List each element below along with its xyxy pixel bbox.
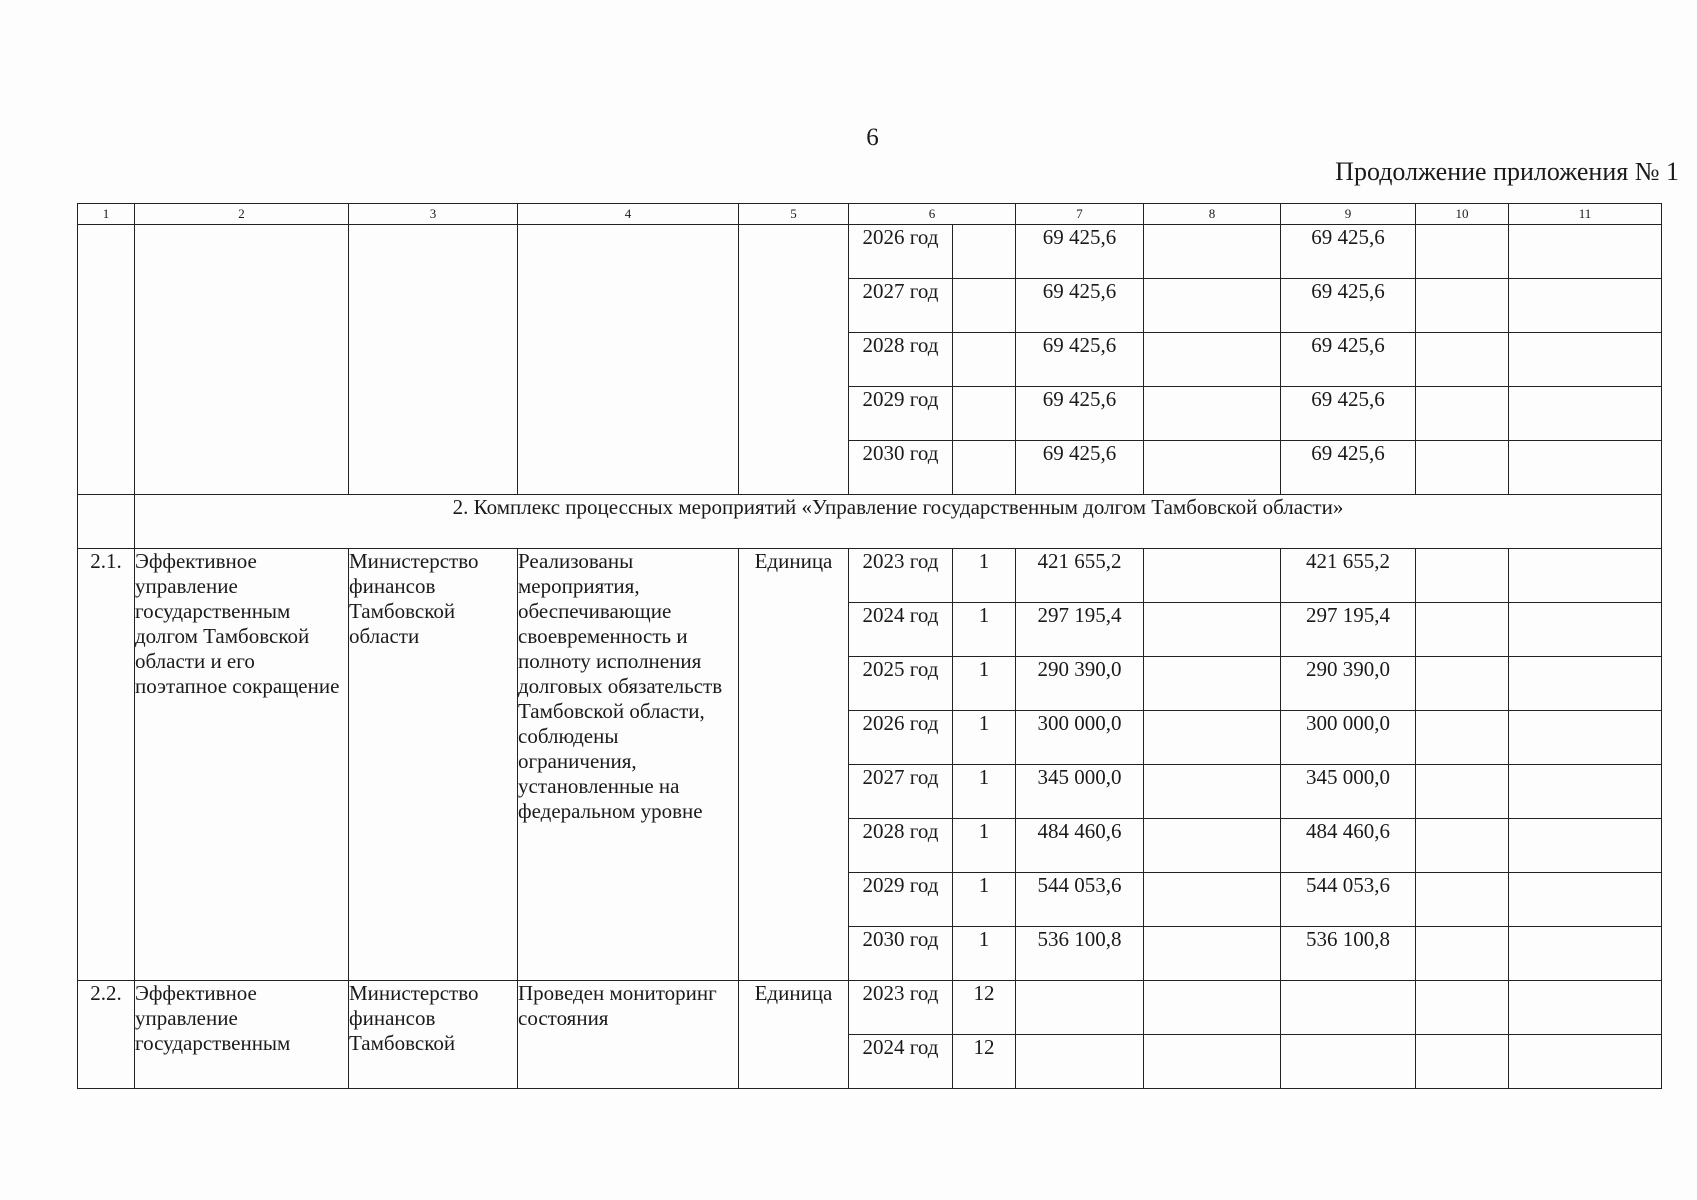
empty-cell — [1416, 819, 1509, 873]
empty-cell — [1144, 225, 1281, 279]
amount-cell: 297 195,4 — [1016, 603, 1144, 657]
empty-cell — [1144, 387, 1281, 441]
amount-cell: 69 425,6 — [1281, 279, 1416, 333]
amount-cell: 536 100,8 — [1281, 927, 1416, 981]
amount-cell: 536 100,8 — [1016, 927, 1144, 981]
amount-cell: 69 425,6 — [1281, 387, 1416, 441]
empty-cell — [1416, 873, 1509, 927]
empty-cell — [1416, 387, 1509, 441]
empty-cell — [349, 225, 518, 495]
amount-cell: 69 425,6 — [1016, 333, 1144, 387]
column-number: 7 — [1016, 204, 1144, 225]
amount-cell: 300 000,0 — [1281, 711, 1416, 765]
year-cell: 2029 год — [849, 873, 953, 927]
empty-cell — [78, 495, 135, 549]
quantity-cell: 12 — [953, 981, 1016, 1035]
quantity-cell: 1 — [953, 603, 1016, 657]
empty-cell — [1016, 981, 1144, 1035]
year-cell: 2030 год — [849, 441, 953, 495]
empty-cell — [1509, 981, 1662, 1035]
empty-cell — [953, 387, 1016, 441]
column-number: 1 — [78, 204, 135, 225]
amount-cell: 69 425,6 — [1281, 441, 1416, 495]
year-cell: 2025 год — [849, 657, 953, 711]
column-number: 3 — [349, 204, 518, 225]
empty-cell — [1144, 333, 1281, 387]
column-number-row — [78, 204, 1662, 225]
empty-cell — [953, 441, 1016, 495]
year-cell: 2030 год — [849, 927, 953, 981]
amount-cell: 544 053,6 — [1016, 873, 1144, 927]
column-number: 5 — [739, 204, 849, 225]
empty-cell — [1416, 603, 1509, 657]
empty-cell — [739, 225, 849, 495]
empty-cell — [1144, 765, 1281, 819]
quantity-cell: 1 — [953, 927, 1016, 981]
empty-cell — [1281, 1035, 1416, 1089]
item-executor: Министерство финансов Тамбовской области — [349, 549, 518, 981]
year-cell: 2024 год — [849, 603, 953, 657]
empty-cell — [1416, 333, 1509, 387]
year-cell: 2026 год — [849, 225, 953, 279]
item-unit: Единица — [739, 549, 849, 981]
amount-cell: 69 425,6 — [1016, 225, 1144, 279]
empty-cell — [1509, 1035, 1662, 1089]
empty-cell — [1144, 657, 1281, 711]
empty-cell — [78, 225, 135, 495]
year-cell: 2023 год — [849, 549, 953, 603]
empty-cell — [1144, 927, 1281, 981]
empty-cell — [1509, 873, 1662, 927]
year-cell: 2028 год — [849, 819, 953, 873]
column-number: 8 — [1144, 204, 1281, 225]
empty-cell — [1509, 441, 1662, 495]
amount-cell: 421 655,2 — [1016, 549, 1144, 603]
empty-cell — [1144, 981, 1281, 1035]
empty-cell — [1509, 387, 1662, 441]
amount-cell: 69 425,6 — [1016, 279, 1144, 333]
section-title: 2. Комплекс процессных мероприятий «Управление государственным долгом Тамбовской области» — [135, 495, 1662, 549]
empty-cell — [953, 225, 1016, 279]
item-number: 2.2. — [78, 981, 135, 1089]
amount-cell: 300 000,0 — [1016, 711, 1144, 765]
year-cell: 2024 год — [849, 1035, 953, 1089]
empty-cell — [1509, 819, 1662, 873]
empty-cell — [1509, 927, 1662, 981]
page-number: 6 — [866, 124, 879, 151]
year-cell: 2026 год — [849, 711, 953, 765]
empty-cell — [1509, 711, 1662, 765]
empty-cell — [1144, 1035, 1281, 1089]
data-table — [77, 203, 1662, 1089]
year-cell: 2027 год — [849, 765, 953, 819]
item-result: Проведен мониторинг состояния — [518, 981, 739, 1089]
item-executor: Министерство финансов Тамбовской — [349, 981, 518, 1089]
empty-cell — [1281, 981, 1416, 1035]
empty-cell — [1144, 603, 1281, 657]
amount-cell: 544 053,6 — [1281, 873, 1416, 927]
section-row — [78, 495, 1662, 549]
empty-cell — [1416, 441, 1509, 495]
amount-cell: 69 425,6 — [1281, 225, 1416, 279]
empty-cell — [135, 225, 349, 495]
table-row — [78, 981, 1662, 1035]
column-number: 4 — [518, 204, 739, 225]
empty-cell — [1509, 603, 1662, 657]
amount-cell: 297 195,4 — [1281, 603, 1416, 657]
empty-cell — [1416, 765, 1509, 819]
empty-cell — [1416, 981, 1509, 1035]
amount-cell: 421 655,2 — [1281, 549, 1416, 603]
amount-cell: 69 425,6 — [1281, 333, 1416, 387]
empty-cell — [1144, 549, 1281, 603]
empty-cell — [1416, 279, 1509, 333]
empty-cell — [1416, 711, 1509, 765]
empty-cell — [1416, 549, 1509, 603]
amount-cell: 290 390,0 — [1281, 657, 1416, 711]
empty-cell — [1509, 279, 1662, 333]
year-cell: 2023 год — [849, 981, 953, 1035]
quantity-cell: 12 — [953, 1035, 1016, 1089]
empty-cell — [1416, 1035, 1509, 1089]
empty-cell — [1144, 279, 1281, 333]
column-number: 11 — [1509, 204, 1662, 225]
amount-cell: 69 425,6 — [1016, 387, 1144, 441]
empty-cell — [1416, 657, 1509, 711]
empty-cell — [1416, 927, 1509, 981]
empty-cell — [1509, 765, 1662, 819]
column-number: 9 — [1281, 204, 1416, 225]
empty-cell — [953, 279, 1016, 333]
column-number: 10 — [1416, 204, 1509, 225]
year-cell: 2028 год — [849, 333, 953, 387]
quantity-cell: 1 — [953, 657, 1016, 711]
amount-cell: 484 460,6 — [1281, 819, 1416, 873]
quantity-cell: 1 — [953, 873, 1016, 927]
empty-cell — [1509, 549, 1662, 603]
empty-cell — [1144, 819, 1281, 873]
quantity-cell: 1 — [953, 819, 1016, 873]
column-number: 6 — [849, 204, 1016, 225]
quantity-cell: 1 — [953, 765, 1016, 819]
column-number: 2 — [135, 204, 349, 225]
year-cell: 2029 год — [849, 387, 953, 441]
item-result: Реализованы мероприятия, обеспечивающие своевременность и полноту исполнения долговых обязательств Тамбовской области, соблюдены ограничения, установленные на федеральном уровне — [518, 549, 739, 981]
empty-cell — [1016, 1035, 1144, 1089]
table-row — [78, 549, 1662, 603]
empty-cell — [1416, 225, 1509, 279]
empty-cell — [1144, 441, 1281, 495]
empty-cell — [1509, 225, 1662, 279]
amount-cell: 484 460,6 — [1016, 819, 1144, 873]
quantity-cell: 1 — [953, 711, 1016, 765]
empty-cell — [1509, 657, 1662, 711]
year-cell: 2027 год — [849, 279, 953, 333]
amount-cell: 345 000,0 — [1281, 765, 1416, 819]
appendix-continuation-title: Продолжение приложения № 1 — [1335, 157, 1679, 186]
empty-cell — [1144, 873, 1281, 927]
quantity-cell: 1 — [953, 549, 1016, 603]
amount-cell: 69 425,6 — [1016, 441, 1144, 495]
empty-cell — [953, 333, 1016, 387]
table-row — [78, 225, 1662, 279]
empty-cell — [1144, 711, 1281, 765]
item-name: Эффективное управление государственным — [135, 981, 349, 1089]
item-unit: Единица — [739, 981, 849, 1089]
amount-cell: 290 390,0 — [1016, 657, 1144, 711]
item-number: 2.1. — [78, 549, 135, 981]
empty-cell — [518, 225, 739, 495]
item-name: Эффективное управление государственным долгом Тамбовской области и его поэтапное сокращение — [135, 549, 349, 981]
empty-cell — [1509, 333, 1662, 387]
amount-cell: 345 000,0 — [1016, 765, 1144, 819]
